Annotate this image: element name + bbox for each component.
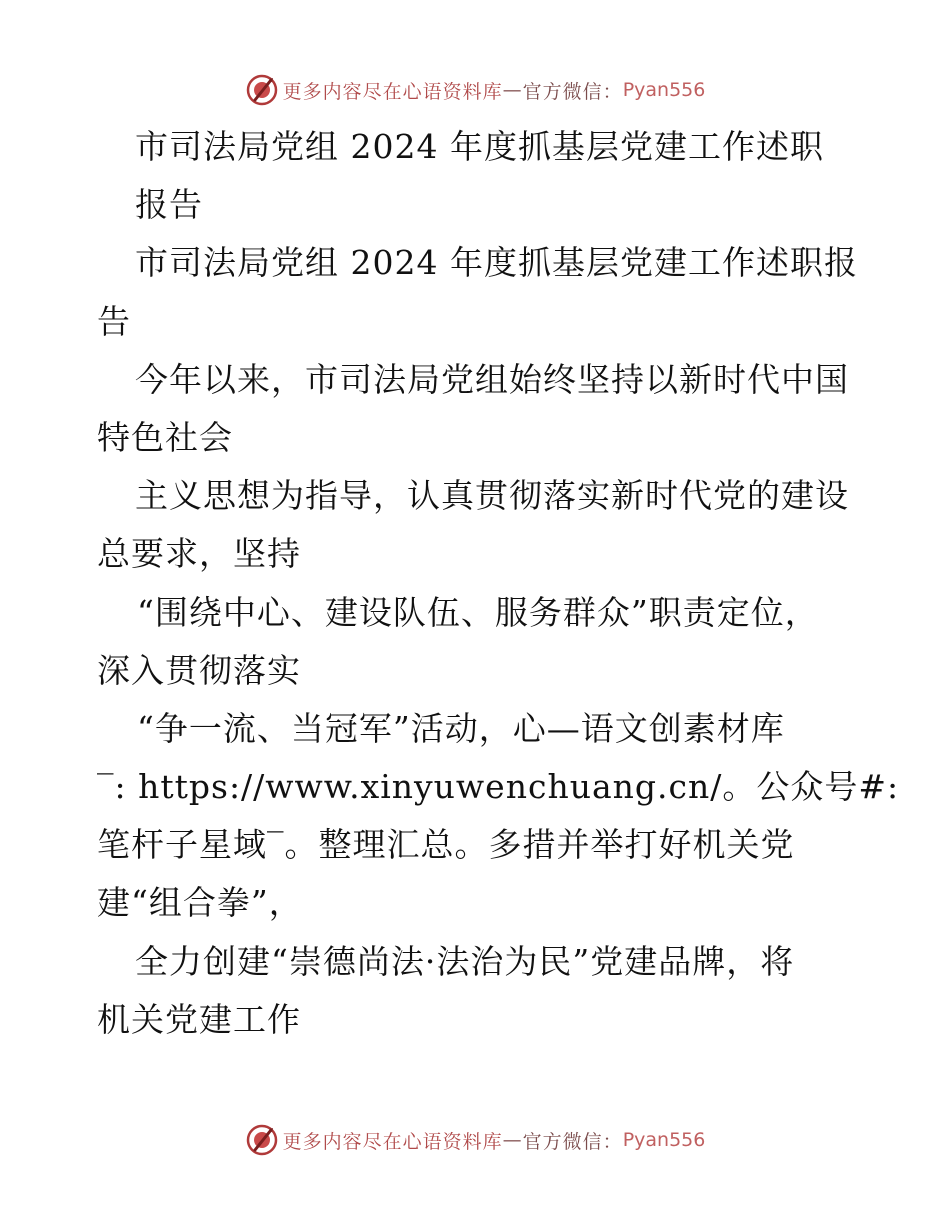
paragraph-line: 今年以来，市司法局党组始终坚持以新时代中国 xyxy=(135,359,849,399)
paragraph-line: 建“组合拳”， xyxy=(97,883,303,923)
header-banner xyxy=(0,70,950,110)
document-body xyxy=(97,118,900,1049)
paragraph-line: 全力创建“崇德尚法·法治为民”党建品牌，将 xyxy=(135,941,795,981)
banner-account: Pyan556 xyxy=(622,79,706,101)
banner-text: 更多内容尽在心语资料库 xyxy=(282,1130,503,1153)
banner-wechat-label: 官方微信： xyxy=(522,1130,623,1153)
banner-account: Pyan556 xyxy=(622,1129,706,1151)
banner-separator: — xyxy=(502,1129,523,1151)
paragraph-line: “围绕中心、建设队伍、服务群众”职责定位， xyxy=(137,592,819,632)
logo-icon xyxy=(245,1123,279,1157)
paragraph-line: 特色社会 xyxy=(97,417,233,457)
heading-line-2: 告 xyxy=(97,301,131,341)
paragraph-line: 机关党建工作 xyxy=(97,999,301,1039)
footer-banner xyxy=(0,1120,950,1160)
paragraph-line: “争一流、当冠军”活动，心—语文创素材库 xyxy=(137,708,785,748)
banner-wechat-label: 官方微信： xyxy=(522,80,623,103)
banner-separator: — xyxy=(502,79,523,101)
banner-text: 更多内容尽在心语资料库 xyxy=(282,80,503,103)
paragraph-line: 总要求，坚持 xyxy=(97,534,301,574)
title-line-2: 报告 xyxy=(135,185,203,225)
paragraph-line: ‾: https://www.xinyuwenchuang.cn/。公众号#: xyxy=(97,767,900,807)
paragraph-line: 笔杆子星域‾。整理汇总。多措并举打好机关党 xyxy=(97,825,795,865)
paragraph-line: 深入贯彻落实 xyxy=(97,650,301,690)
logo-icon xyxy=(245,73,279,107)
title-line-1: 市司法局党组 2024 年度抓基层党建工作述职 xyxy=(135,127,824,166)
paragraph-line: 主义思想为指导，认真贯彻落实新时代党的建设 xyxy=(135,476,849,516)
heading-line-1: 市司法局党组 2024 年度抓基层党建工作述职报 xyxy=(135,243,858,283)
